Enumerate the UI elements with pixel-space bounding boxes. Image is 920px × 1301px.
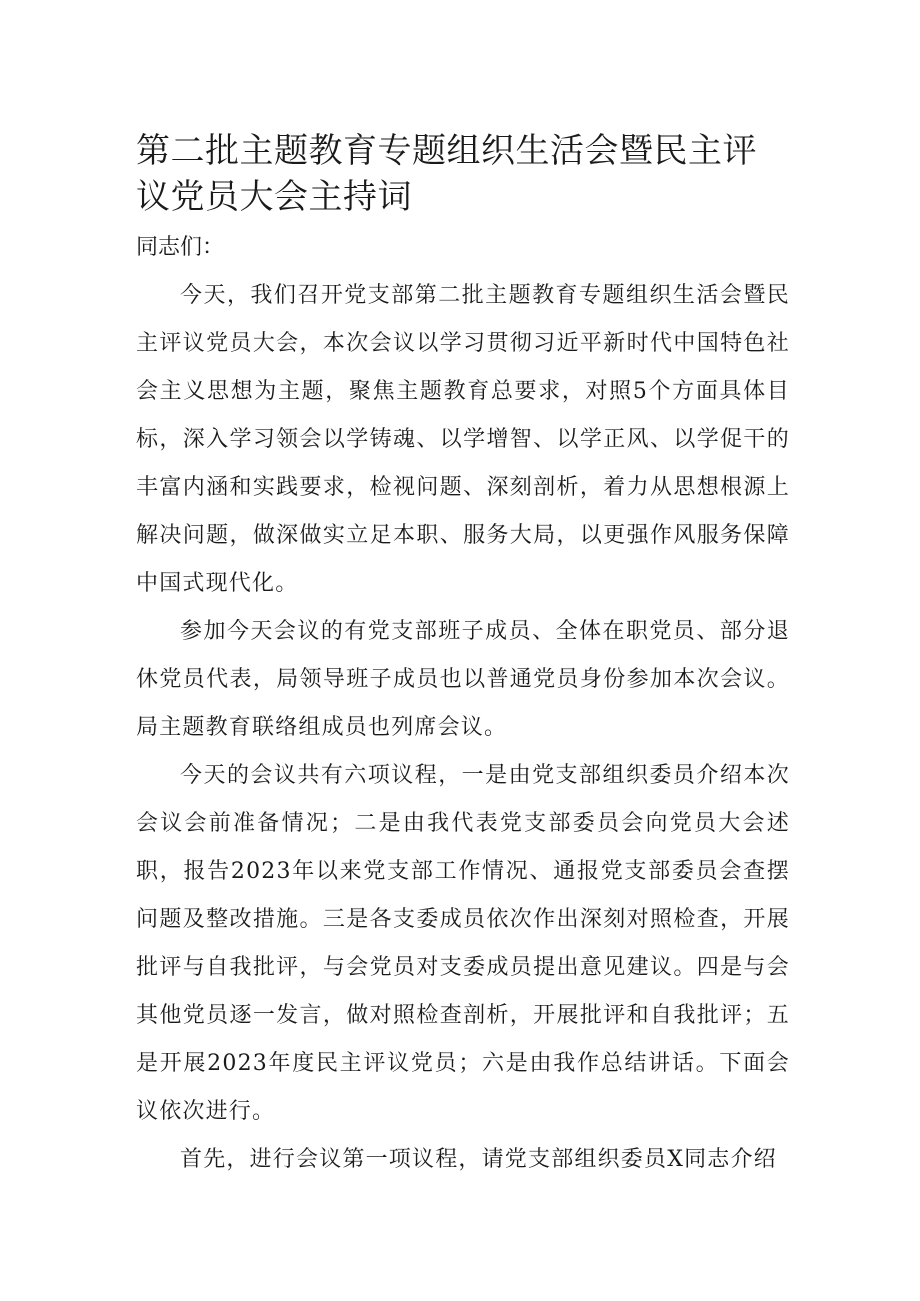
document-title: 第二批主题教育专题组织生活会暨民主评议党员大会主持词 (136, 131, 757, 217)
document-body (136, 128, 790, 1184)
paragraph-agenda: 今天的会议共有六项议程，一是由党支部组织委员介绍本次会议会前准备情况；二是由我代表党支部委员会向党员大会述职，报告2023年以来党支部工作情况、通报党支部委员会查摆问题及整改措施。三是各支委成员依次作出深刻对照检查，开展批评与自我批评，与会党员对支委成员提出意见建议。四是与会其他党员逐一发言，做对照检查剖析，开展批评和自我批评；五是开展2023年度民主评议党员；六是由我作总结讲话。下面会议依次进行。 (136, 763, 790, 1124)
paragraph-first-item: 首先，进行会议第一项议程，请党支部组织委员X同志介绍 (180, 1147, 777, 1172)
paragraph-attendees: 参加今天会议的有党支部班子成员、全体在职党员、部分退休党员代表，局领导班子成员也以普通党员身份参加本次会议。局主题教育联络组成员也列席会议。 (136, 619, 790, 740)
paragraph-opening: 今天，我们召开党支部第二批主题教育专题组织生活会暨民主评议党员大会，本次会议以学习贯彻习近平新时代中国特色社会主义思想为主题，聚焦主题教育总要求，对照5个方面具体目标，深入学习领会以学铸魂、以学增智、以学正风、以学促干的丰富内涵和实践要求，检视问题、深刻剖析，着力从思想根源上解决问题，做深做实立足本职、服务大局，以更强作风服务保障中国式现代化。 (136, 283, 790, 596)
salutation: 同志们： (136, 235, 225, 260)
